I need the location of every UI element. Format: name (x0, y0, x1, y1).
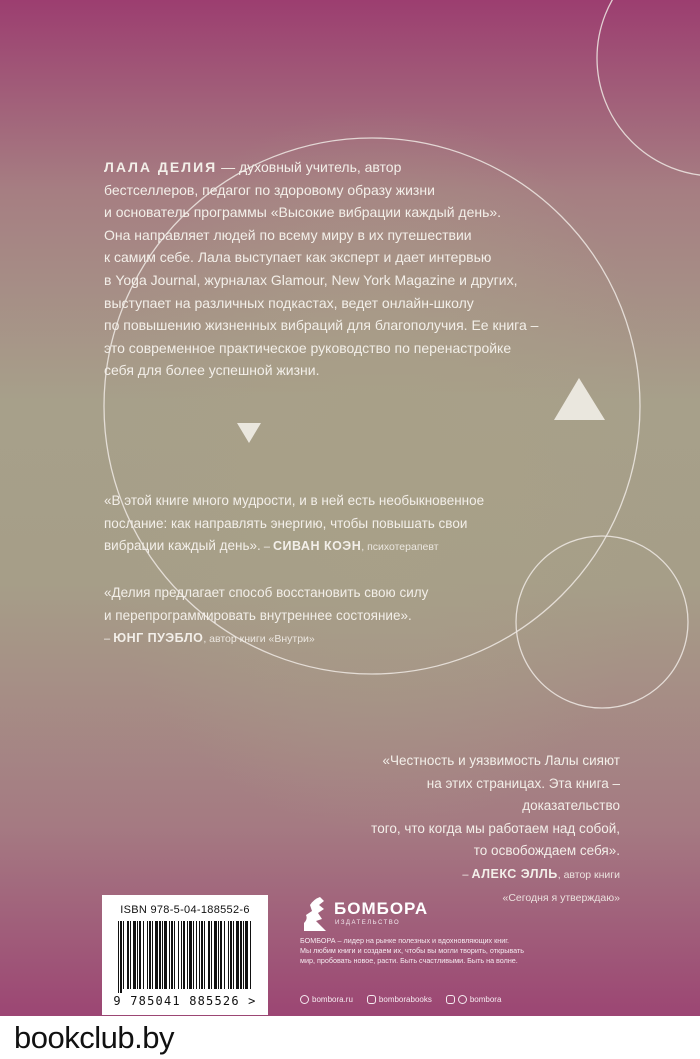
publisher-description: БОМБОРА – лидер на рынке полезных и вдохновляющих книг. Мы любим книги и создаем их, чтобы вы могли творить, открывать мир, пробовать новое, расти. Быть счастливыми. Быть на волне. (300, 936, 524, 965)
footer-banner (0, 1016, 700, 1059)
isbn-number: ISBN 978-5-04-188552-6 (120, 904, 250, 916)
barcode-icon (116, 921, 254, 995)
social-website[interactable]: bombora.ru (300, 995, 353, 1004)
bombora-logo-icon (300, 893, 330, 933)
author-bio: ЛАЛА ДЕЛИЯ — духовный учитель, автор бестселлеров, педагог по здоровому образу жизни и основатель программы «Высокие вибрации каждый день». Она направляет людей по всему миру в их путешествии к самим себе. Лала выступает как эксперт и дает интервью в Yoga Journal, журналах Glamour, New York Magazine и других, выступает на различных подкастах, ведет онлайн-школу по повышению жизненных вибраций для благополучия. Ее книга – это современное практическое руководство по перенастройке себя для более успешной жизни. (104, 159, 539, 379)
globe-icon (300, 995, 309, 1004)
social-youtube[interactable]: bombora (446, 995, 502, 1004)
barcode-label (102, 895, 268, 1015)
vk-icon (367, 995, 376, 1004)
social-links (300, 995, 501, 1004)
triangle-up-icon (554, 378, 605, 420)
quote-1: «В этой книге много мудрости, и в ней есть необыкновенное послание: как направлять энергию, чтобы повышать свои вибрации каждый день». – СИВАН КОЭН, психотерапевт (104, 493, 485, 553)
social-vk[interactable]: bomborabooks (367, 995, 432, 1004)
quote-author: ЮНГ ПУЭБЛО (113, 631, 204, 645)
quote-3: «Честность и уязвимость Лалы сияют на этих страницах. Эта книга – доказательство того, что когда мы работаем над собой, то освобождаем себя». – АЛЕКС ЭЛЛЬ, автор книги «Сегодня я утверждаю» (371, 753, 620, 904)
publisher-sub: ИЗДАТЕЛЬСТВО (335, 920, 401, 926)
quote-author: СИВАН КОЭН (273, 539, 362, 553)
author-name: ЛАЛА ДЕЛИЯ (104, 159, 218, 175)
quote-author: АЛЕКС ЭЛЛЬ (471, 866, 558, 881)
telegram-icon (458, 995, 467, 1004)
publisher-brand: БОМБОРА (334, 899, 429, 918)
site-watermark[interactable]: bookclub.by (14, 1020, 174, 1055)
triangle-down-icon (237, 423, 261, 443)
quote-2: «Делия предлагает способ восстановить свою силу и перепрограммировать внутреннее состояние». – ЮНГ ПУЭБЛО, автор книги «Внутри» (104, 585, 429, 645)
barcode-digits: 9 785041 885526 > (113, 994, 257, 1008)
youtube-icon (446, 995, 455, 1004)
